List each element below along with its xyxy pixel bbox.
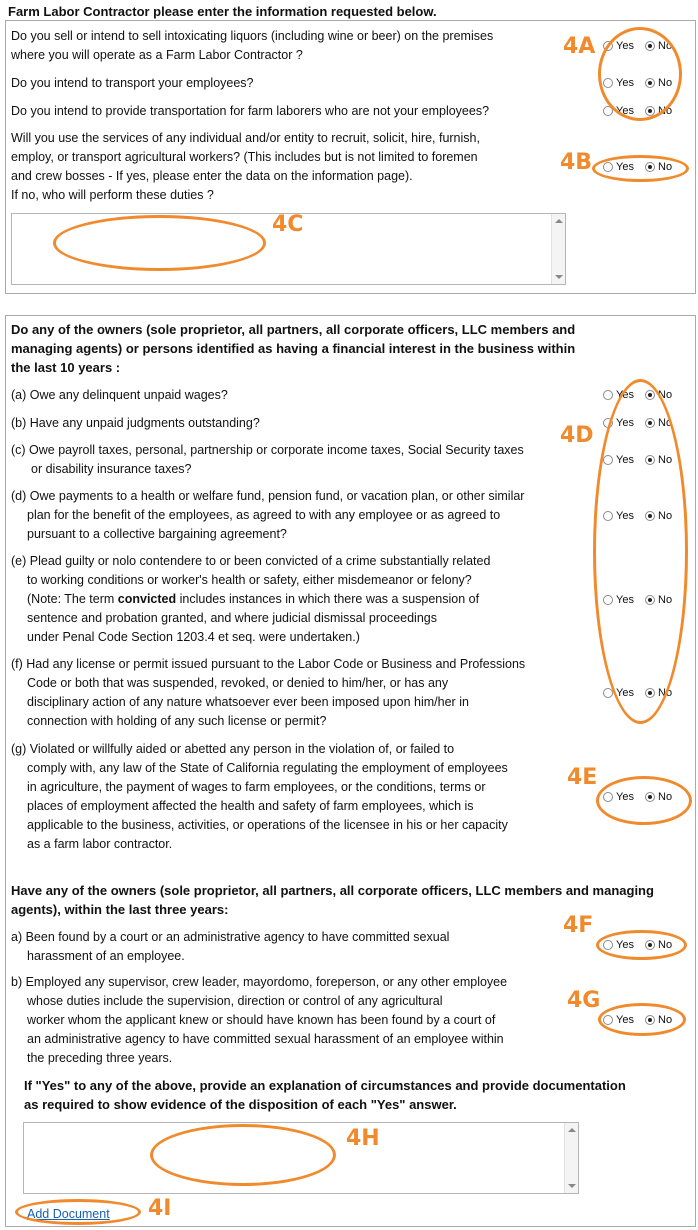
- annotation-label-4a: 4A: [563, 34, 596, 59]
- radio-no-label: No: [658, 389, 673, 402]
- radio-no-label: No: [658, 105, 673, 118]
- question-line: and crew bosses - If yes, please enter the data on the information page).: [11, 169, 413, 183]
- annotation-label-4h: 4H: [346, 1126, 380, 1151]
- question-d-payments: [11, 487, 524, 544]
- question-line: Will you use the services of any individual and/or entity to recruit, solicit, hire, furnish,: [11, 131, 480, 145]
- radio-no-label: No: [658, 454, 673, 467]
- radio-yes-label: Yes: [616, 939, 634, 952]
- question-line: disciplinary action of any nature whatsoever ever been imposed upon him/her in: [27, 695, 469, 709]
- radio-no-label: No: [658, 161, 673, 174]
- question-line: pursuant to a collective bargaining agreement?: [27, 527, 287, 541]
- annotation-label-4d: 4D: [560, 423, 594, 448]
- radio-yes-label: Yes: [616, 687, 634, 700]
- radio-yes-label: Yes: [616, 161, 634, 174]
- question-line: If no, who will perform these duties ?: [11, 188, 214, 202]
- question-line: under Penal Code Section 1203.4 et seq. were undertaken.): [27, 630, 360, 644]
- instruction-line: as required to show evidence of the disposition of each "Yes" answer.: [24, 1097, 457, 1112]
- duties-scrollbar[interactable]: [551, 214, 565, 284]
- section3-title: [11, 881, 654, 919]
- question-line: (f) Had any license or permit issued pursuant to the Labor Code or Business and Professions: [11, 657, 526, 671]
- section1-title: Farm Labor Contractor please enter the information requested below.: [8, 4, 437, 19]
- question-line: connection with holding of any such license or permit?: [27, 714, 327, 728]
- annotation-ellipse-4h: [150, 1124, 336, 1186]
- question-line: in agriculture, the payment of wages to farm employees, or the conditions, terms or: [27, 780, 486, 794]
- question-line: [11, 590, 490, 609]
- question-harassment-b: [11, 973, 507, 1068]
- radio-yes-label: Yes: [616, 105, 634, 118]
- question-recruit-services: [11, 129, 480, 205]
- question-line: (e) Plead guilty or nolo contendere to or been convicted of a crime substantially related: [11, 554, 491, 568]
- annotation-ellipse-4g: [598, 1003, 686, 1036]
- radio-yes-label: Yes: [616, 1014, 634, 1027]
- question-line: Code or both that was suspended, revoked, or denied to him/her, or has any: [27, 676, 449, 690]
- question-b-judgments: (b) Have any unpaid judgments outstanding?: [11, 416, 260, 430]
- radio-no-label: No: [658, 687, 673, 700]
- question-g-violations: [11, 740, 508, 854]
- question-line: a) Been found by a court or an administrative agency to have committed sexual: [11, 930, 450, 944]
- title-line: agents), within the last three years:: [11, 902, 229, 917]
- question-liquor: [11, 27, 493, 65]
- radio-yes-label: Yes: [616, 594, 634, 607]
- radio-yes-label: Yes: [616, 389, 634, 402]
- radio-no-label: No: [658, 791, 673, 804]
- radio-no-label: No: [658, 594, 673, 607]
- question-line: Do you sell or intend to sell intoxicating liquors (including wine or beer) on the premises: [11, 29, 494, 43]
- question-line: harassment of an employee.: [27, 949, 185, 963]
- question-line: (c) Owe payroll taxes, personal, partnership or corporate income taxes, Social Security taxes: [11, 443, 524, 457]
- note-suffix: includes instances in which there was a suspension of: [176, 592, 480, 606]
- annotation-ellipse-4d: [593, 379, 688, 724]
- question-line: (d) Owe payments to a health or welfare fund, pension fund, or vacation plan, or other similar: [11, 489, 525, 503]
- radio-yes-label: Yes: [616, 454, 634, 467]
- title-line: managing agents) or persons identified as having a financial interest in the business within: [11, 341, 576, 356]
- radio-no-label: No: [658, 939, 673, 952]
- annotation-label-4f: 4F: [563, 913, 594, 938]
- annotation-ellipse-4i: [15, 1199, 141, 1225]
- question-line: comply with, any law of the State of California regulating the employment of employees: [27, 761, 508, 775]
- question-line: places of employment affected the health and safety of farm employees, which is: [27, 799, 474, 813]
- explanation-instructions: [24, 1076, 626, 1114]
- scroll-up-icon[interactable]: [555, 219, 563, 223]
- annotation-ellipse-4f: [596, 930, 687, 960]
- question-line: whose duties include the supervision, direction or control of any agricultural: [27, 994, 443, 1008]
- annotation-label-4b: 4B: [560, 150, 593, 175]
- question-a-wages: (a) Owe any delinquent unpaid wages?: [11, 388, 228, 402]
- radio-yes-label: Yes: [616, 77, 634, 90]
- question-transport-non-employees: Do you intend to provide transportation for farm laborers who are not your employees?: [11, 104, 490, 118]
- question-line: the preceding three years.: [27, 1051, 173, 1065]
- title-line: Do any of the owners (sole proprietor, all partners, all corporate officers, LLC members and: [11, 322, 576, 337]
- radio-no-label: No: [658, 510, 673, 523]
- question-line: sentence and probation granted, and where judicial dismissal proceedings: [27, 611, 437, 625]
- scroll-down-icon[interactable]: [555, 275, 563, 279]
- question-f-license: [11, 655, 525, 731]
- question-transport-employees: Do you intend to transport your employees?: [11, 76, 254, 90]
- question-line: as a farm labor contractor.: [27, 837, 173, 851]
- question-line: worker whom the applicant knew or should have known has been found by a court of: [27, 1013, 496, 1027]
- annotation-label-4g: 4G: [567, 988, 601, 1013]
- question-line: an administrative agency to have committed sexual harassment of an employee within: [27, 1032, 504, 1046]
- scroll-up-icon[interactable]: [568, 1128, 576, 1132]
- question-line: employ, or transport agricultural workers? (This includes but is not limited to foremen: [11, 150, 478, 164]
- annotation-label-4e: 4E: [567, 765, 598, 790]
- question-line: where you will operate as a Farm Labor Contractor ?: [11, 48, 303, 62]
- scroll-down-icon[interactable]: [568, 1184, 576, 1188]
- question-line: or disability insurance taxes?: [31, 462, 192, 476]
- title-line: the last 10 years :: [11, 360, 121, 375]
- annotation-label-4c: 4C: [272, 212, 304, 237]
- radio-yes-label: Yes: [616, 791, 634, 804]
- note-bold: convicted: [117, 592, 177, 606]
- annotation-ellipse-4e: [596, 776, 692, 825]
- instruction-line: If "Yes" to any of the above, provide an explanation of circumstances and provide documentation: [24, 1078, 626, 1093]
- question-e-guilty: [11, 552, 490, 647]
- annotation-label-4i: 4I: [148, 1196, 172, 1221]
- question-line: (g) Violated or willfully aided or abetted any person in the violation of, or failed to: [11, 742, 455, 756]
- annotation-ellipse-4c: [53, 215, 266, 271]
- radio-no-label: No: [658, 77, 673, 90]
- annotation-ellipse-4a: [598, 27, 682, 121]
- question-c-taxes: [11, 441, 524, 479]
- radio-no-label: No: [658, 1014, 673, 1027]
- question-line: plan for the benefit of the employees, as agreed to with any employee or as agreed to: [27, 508, 501, 522]
- add-document-link[interactable]: Add Document: [27, 1207, 110, 1221]
- question-harassment-a: [11, 928, 449, 966]
- radio-yes-label: Yes: [616, 40, 634, 53]
- question-line: applicable to the business, activities, or operations of the licensee in his or her capacity: [27, 818, 508, 832]
- radio-no-label: No: [658, 417, 673, 430]
- annotation-ellipse-4b: [592, 155, 689, 182]
- question-line: b) Employed any supervisor, crew leader, mayordomo, foreperson, or any other employee: [11, 975, 508, 989]
- radio-yes-label: Yes: [616, 510, 634, 523]
- question-line: to working conditions or worker's health or safety, either misdemeanor or felony?: [27, 573, 472, 587]
- section2-title: [11, 320, 575, 377]
- radio-yes-label: Yes: [616, 417, 634, 430]
- radio-no-label: No: [658, 40, 673, 53]
- note-prefix: (Note: The term: [27, 592, 118, 606]
- explanation-scrollbar[interactable]: [564, 1123, 578, 1193]
- title-line: Have any of the owners (sole proprietor, all partners, all corporate officers, LLC members and managing: [11, 883, 654, 898]
- radio-yes[interactable]: [603, 390, 613, 400]
